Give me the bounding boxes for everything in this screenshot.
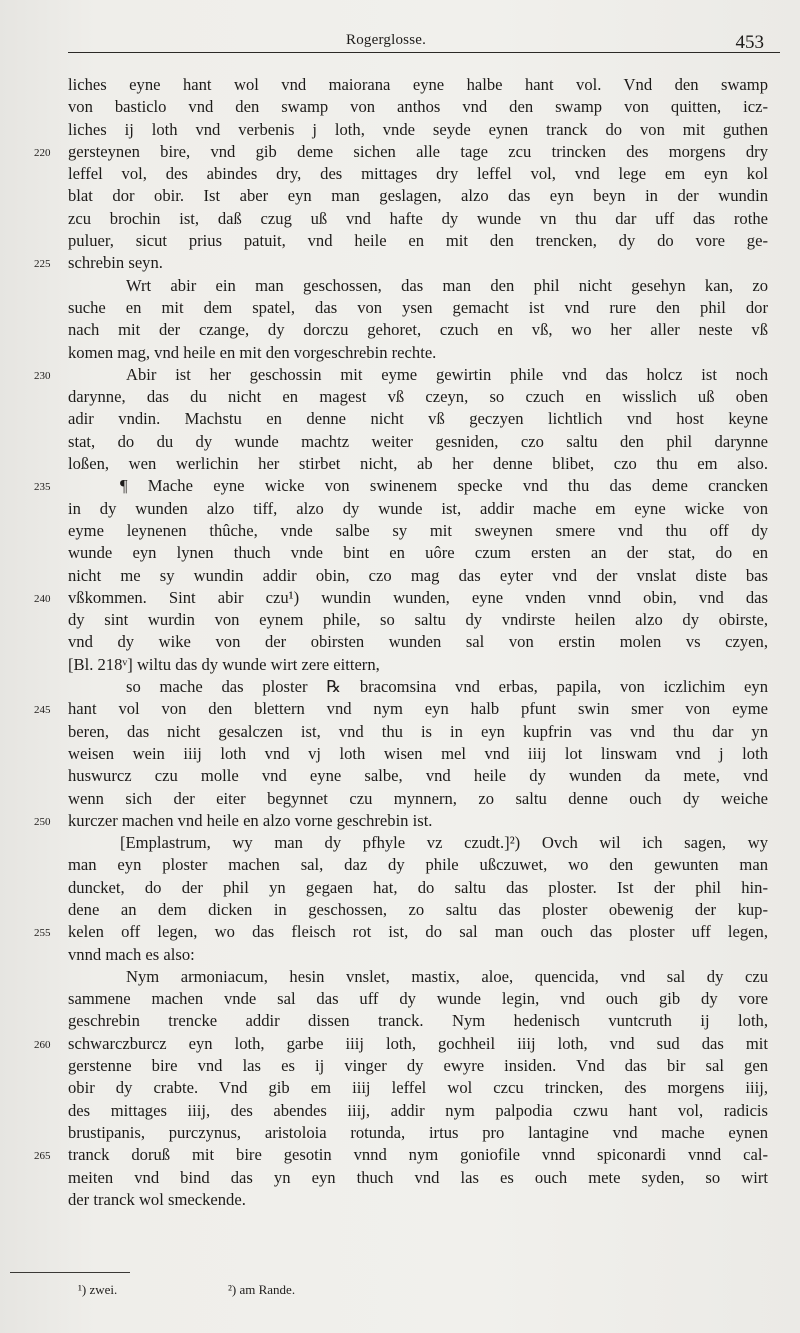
text-line — [0, 698, 800, 720]
text-line — [0, 230, 800, 252]
footnote-rule — [10, 1272, 130, 1273]
text-line — [0, 520, 800, 542]
line-text: stat, do du dy wunde machtz weiter gesniden, czo saltu den phil darynne — [68, 431, 768, 451]
text-line — [0, 988, 800, 1010]
body-text — [0, 74, 800, 1211]
line-text: blat dor obir. Ist aber eyn man geslagen, alzo das eyn beyn in der wundin — [68, 186, 768, 206]
text-line — [0, 944, 800, 966]
text-line — [0, 1144, 800, 1166]
text-line — [0, 765, 800, 787]
line-text: kurczer machen vnd heile en alzo vorne geschrebin ist. — [68, 810, 433, 830]
text-line — [0, 587, 800, 609]
line-text: ¶ Mache eyne wicke von swinenem specke vnd thu das deme crancken — [120, 476, 768, 496]
text-line — [0, 163, 800, 185]
text-line — [0, 319, 800, 341]
header-rule — [68, 52, 780, 53]
line-number: 240 — [34, 592, 51, 605]
line-text: schrebin seyn. — [68, 253, 163, 273]
line-text: liches ij loth vnd verbenis j loth, vnde seyde eynen tranck do von mit guthen — [68, 119, 768, 139]
text-line — [0, 74, 800, 96]
text-line — [0, 1010, 800, 1032]
line-number: 245 — [34, 704, 51, 717]
text-line — [0, 275, 800, 297]
line-text: [Bl. 218ᵛ] wiltu das dy wunde wirt zere eittern, — [68, 654, 380, 674]
line-text: wenn sich der eiter begynnet czu mynnern, zo saltu denne ouch dy weiche — [68, 788, 768, 808]
text-line — [0, 654, 800, 676]
page-header — [0, 30, 800, 60]
text-line — [0, 431, 800, 453]
text-line — [0, 386, 800, 408]
line-text: meiten vnd bind das yn eyn thuch vnd las es ouch mete syden, so wirt — [68, 1167, 768, 1187]
line-text: in dy wunden alzo tiff, alzo dy wunde ist, addir mache em eyne wicke von — [68, 498, 768, 518]
line-text: von basticlo vnd den swamp von anthos vnd den swamp von quitten, icz- — [68, 97, 768, 117]
line-text: vnnd mach es also: — [68, 944, 195, 964]
text-line — [0, 1167, 800, 1189]
text-line — [0, 788, 800, 810]
line-text: duncket, do der phil yn gegaen hat, do saltu das ploster. Ist der phil hin- — [68, 877, 768, 897]
line-text: nach mit der czange, dy dorczu gehoret, czuch en vß, wo her aller neste vß — [68, 320, 768, 340]
line-text: loßen, wen werlichin her stirbet nicht, ab her denne blibet, czo thu em also. — [68, 454, 768, 474]
text-line — [0, 921, 800, 943]
line-text: puluer, sicut prius patuit, vnd heile en mit den trencken, dy do vore ge- — [68, 231, 768, 251]
text-line — [0, 342, 800, 364]
line-text: schwarczburcz eyn loth, garbe iiij loth, gochheil iiij loth, vnd sud das mit — [68, 1033, 768, 1053]
text-line — [0, 542, 800, 564]
line-text: Nym armoniacum, hesin vnslet, mastix, aloe, quencida, vnd sal dy czu — [126, 966, 768, 986]
line-text: tranck doruß mit bire gesotin vnnd nym goniofile vnnd spiconardi vnnd cal- — [68, 1145, 768, 1165]
text-line — [0, 966, 800, 988]
line-text: man eyn ploster machen sal, daz dy phile ußczuwet, wo den gewunten man — [68, 855, 768, 875]
line-text: eyme leynenen thûche, vnde salbe sy mit sweynen smere vnd thu off dy — [68, 520, 768, 540]
text-line — [0, 252, 800, 274]
line-text: huswurcz czu molle vnd eyne salbe, vnd heile dy wunden da mete, vnd — [68, 766, 768, 786]
line-text: gerstenne bire vnd las es ij vinger dy ewyre insiden. Vnd das bir sal gen — [68, 1056, 768, 1076]
line-text: [Emplastrum, wy man dy pfhyle vz czudt.]²) Ovch wil ich sagen, wy — [120, 833, 768, 853]
line-text: adir vndin. Machstu en denne nicht vß geczyen lichtlich vnd host keyne — [68, 409, 768, 429]
line-text: nicht me sy wundin addir obin, czo mag das eyter vnd der vnslat diste bas — [68, 565, 768, 585]
line-text: hant vol von den blettern vnd nym eyn halb pfunt swin smer von eyme — [68, 699, 768, 719]
line-text: liches eyne hant wol vnd maiorana eyne halbe hant vol. Vnd den swamp — [68, 75, 768, 94]
text-line — [0, 364, 800, 386]
line-text: der tranck wol smeckende. — [68, 1189, 246, 1209]
line-text: brustipanis, purczynus, aristoloia rotunda, irtus pro lantagine vnd mache eynen — [68, 1122, 768, 1142]
line-number: 250 — [34, 815, 51, 828]
text-line — [0, 1055, 800, 1077]
line-text: Wrt abir ein man geschossen, das man den phil nicht gesehyn kan, zo — [126, 275, 768, 295]
text-line — [0, 141, 800, 163]
text-line — [0, 208, 800, 230]
text-line — [0, 453, 800, 475]
footnote-2: ²) am Rande. — [228, 1282, 296, 1297]
text-line — [0, 297, 800, 319]
text-line — [0, 119, 800, 141]
line-number: 260 — [34, 1038, 51, 1051]
text-line — [0, 854, 800, 876]
line-number: 230 — [34, 369, 51, 382]
line-text: komen mag, vnd heile en mit den vorgeschrebin rechte. — [68, 342, 437, 362]
text-line — [0, 408, 800, 430]
line-text: leffel vol, des abindes dry, des mittages dry leffel vol, vnd lege em eyn kol — [68, 164, 768, 184]
text-line — [0, 631, 800, 653]
line-text: kelen off legen, wo das fleisch rot ist, do sal man ouch das ploster uff legen, — [68, 922, 768, 942]
text-line — [0, 832, 800, 854]
line-text: dy sint wurdin von eynem phile, so saltu dy vndirste heilen alzo dy obirste, — [68, 610, 768, 630]
text-line — [0, 185, 800, 207]
line-number: 220 — [34, 146, 51, 159]
line-text: zcu brochin ist, daß czug uß vnd hafte dy wunde vn thu dar uff das rothe — [68, 208, 768, 228]
line-text: so mache das ploster ℞ bracomsina vnd erbas, papila, von iczlichim eyn — [126, 677, 768, 697]
text-line — [0, 1100, 800, 1122]
line-text: sammene machen vnde sal das uff dy wunde legin, vnd ouch gib dy vore — [68, 989, 768, 1009]
line-text: vnd dy wike von der obirsten wunden sal von erstin molen vs czyen, — [68, 632, 768, 652]
line-number: 235 — [34, 481, 51, 494]
text-line — [0, 810, 800, 832]
text-line — [0, 676, 800, 698]
text-line — [0, 609, 800, 631]
text-line — [0, 565, 800, 587]
text-line — [0, 1189, 800, 1211]
text-line — [0, 877, 800, 899]
text-line — [0, 1122, 800, 1144]
line-text: obir dy crabte. Vnd gib em iiij leffel wol czcu trincken, des morgens iiij, — [68, 1078, 768, 1098]
line-text: weisen wein iiij loth vnd vj loth wisen mel vnd iiij lot linswam vnd j loth — [68, 743, 768, 763]
text-line — [0, 475, 800, 497]
text-line — [0, 1033, 800, 1055]
line-text: suche en mit dem spatel, das von ysen gemacht ist vnd rure den phil dor — [68, 297, 768, 317]
line-number: 255 — [34, 927, 51, 940]
page-number: 453 — [735, 32, 764, 53]
line-text: gersteynen bire, vnd gib deme sichen alle tage zcu trincken des morgens dry — [68, 141, 768, 161]
line-number: 225 — [34, 258, 51, 271]
footnote-1: ¹) zwei. — [78, 1282, 118, 1297]
text-line — [0, 743, 800, 765]
line-text: wunde eyn lynen thuch vnde bint en uôre czum ersten an der stat, do en — [68, 543, 768, 563]
line-text: beren, das nicht gesalczen ist, vnd thu is in eyn kupfrin vas vnd thu dar yn — [68, 721, 768, 741]
running-title: Rogerglosse. — [346, 32, 427, 48]
line-text: geschrebin trencke addir dissen tranck. Nym hedenisch vuntcruth ij loth, — [68, 1011, 768, 1031]
line-text: dene an dem dicken in geschossen, zo saltu das ploster obewenig der kup- — [68, 899, 768, 919]
line-text: Abir ist her geschossin mit eyme gewirtin phile vnd das holcz ist noch — [126, 364, 768, 384]
text-line — [0, 96, 800, 118]
text-line — [0, 498, 800, 520]
text-line — [0, 1077, 800, 1099]
text-line — [0, 721, 800, 743]
text-line — [0, 899, 800, 921]
line-number: 265 — [34, 1150, 51, 1163]
line-text: darynne, das du nicht en magest vß czeyn, so czuch en wisslich uß oben — [68, 387, 768, 407]
line-text: des mittages iiij, des abendes iiij, addir nym palpodia czwu hant vol, radicis — [68, 1100, 768, 1120]
line-text: vßkommen. Sint abir czu¹) wundin wunden, eyne vnden vnnd obin, vnd das — [68, 587, 768, 607]
